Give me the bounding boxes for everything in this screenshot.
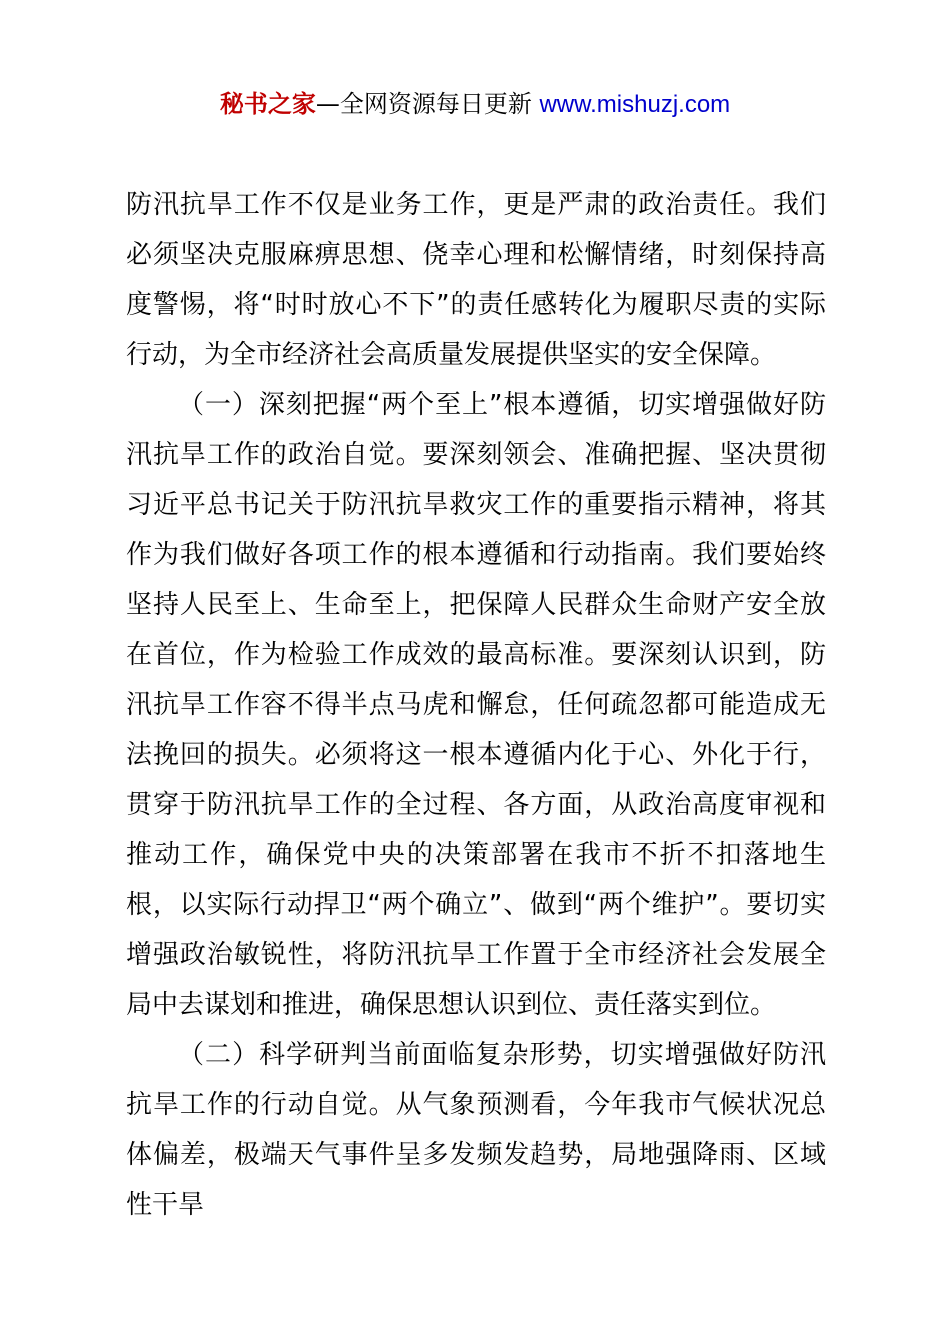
brand-name: 秘书之家 — [219, 90, 316, 118]
paragraph-intro: 防汛抗旱工作不仅是业务工作，更是严肃的政治责任。我们必须坚决克服麻痹思想、侥幸心理和松懈情绪，时刻保持高度警惕，将“时时放心不下”的责任感转化为履职尽责的实际行动，为全市经济社会高质量发展提供坚实的安全保障。 — [126, 190, 826, 370]
site-url-link[interactable]: www.mishuzj.com — [539, 91, 731, 118]
paragraph-section-2: （二）科学研判当前面临复杂形势，切实增强做好防汛抗旱工作的行动自觉。从气象预测看，今年我市气候状况总体偏差，极端天气事件呈多发频发趋势，局地强降雨、区域性干旱 — [126, 1040, 826, 1220]
site-header — [0, 86, 950, 123]
document-body — [126, 180, 826, 1230]
paragraph-section-1: （一）深刻把握“两个至上”根本遵循，切实增强做好防汛抗旱工作的政治自觉。要深刻领会、准确把握、坚决贯彻习近平总书记关于防汛抗旱救灾工作的重要指示精神，将其作为我们做好各项工作的根本遵循和行动指南。我们要始终坚持人民至上、生命至上，把保障人民群众生命财产安全放在首位，作为检验工作成效的最高标准。要深刻认识到，防汛抗旱工作容不得半点马虎和懈怠，任何疏忽都可能造成无法挽回的损失。必须将这一根本遵循内化于心、外化于行，贯穿于防汛抗旱工作的全过程、各方面，从政治高度审视和推动工作，确保党中央的决策部署在我市不折不扣落地生根，以实际行动捍卫“两个确立”、做到“两个维护”。要切实增强政治敏锐性，将防汛抗旱工作置于全市经济社会发展全局中去谋划和推进，确保思想认识到位、责任落实到位。 — [126, 390, 826, 1020]
header-tagline: —全网资源每日更新 — [315, 90, 540, 118]
